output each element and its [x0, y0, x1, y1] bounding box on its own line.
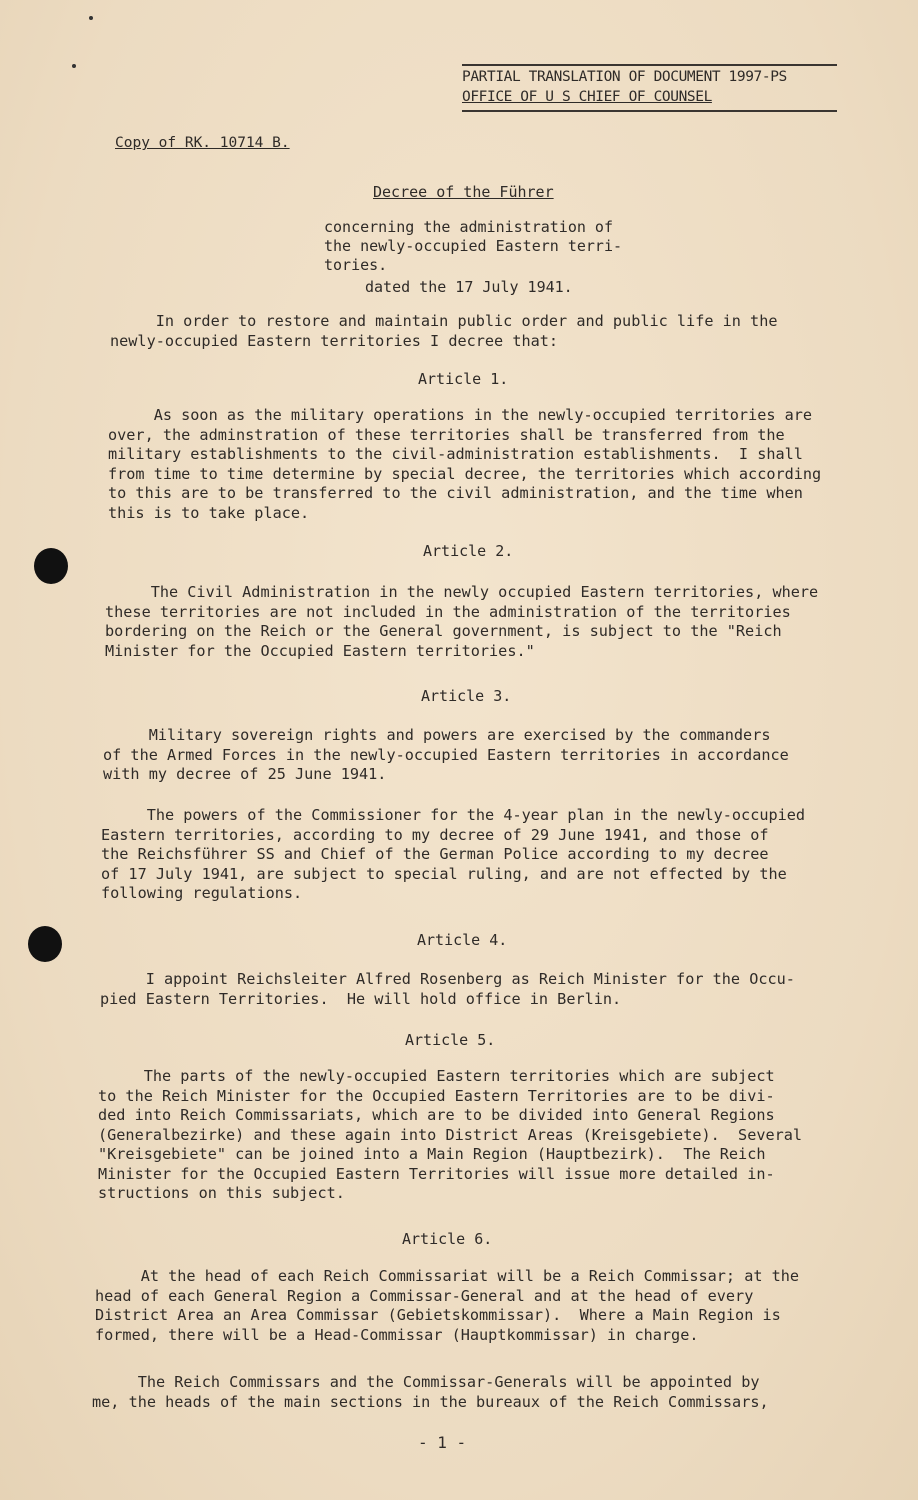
article-6-heading: Article 6.: [402, 1230, 493, 1248]
punch-hole: [28, 926, 62, 962]
article-6-paragraph-2: The Reich Commissars and the Commissar-Generals will be appointed by me, the heads of the main sections in the bureaux of the Reich Commissars,: [92, 1373, 769, 1411]
article-5-paragraph: The parts of the newly-occupied Eastern territories which are subject to the Reich Minister for the Occupied Eastern Territories are to be divi- ded into Reich Commissariats, which are to be divided into General Regions (Generalbezirke) and these again into District Areas (Kreisgebiete). Several "Kreisgebiete" can be joined into a Main Region (Hauptbezirk). The Reich Minister for the Occupied Eastern Territories will issue more detailed in- structions on this subject.: [98, 1067, 803, 1202]
ink-speck: [72, 64, 76, 68]
article-2-heading: Article 2.: [423, 542, 514, 560]
article-3-paragraph-2: The powers of the Commissioner for the 4-year plan in the newly-occupied Eastern territories, according to my decree of 29 June 1941, and those of the Reichsführer SS and Chief of the German Police according to my decree of 17 July 1941, are subject to special ruling, and are not effected by the following regulations.: [101, 806, 806, 902]
punch-hole: [34, 548, 68, 584]
ink-speck: [89, 16, 93, 20]
header-line-1: PARTIAL TRANSLATION OF DOCUMENT 1997-PS: [462, 64, 837, 87]
decree-date: dated the 17 July 1941.: [365, 278, 573, 296]
copy-reference: Copy of RK. 10714 B.: [115, 135, 290, 151]
article-1-heading: Article 1.: [418, 370, 509, 388]
decree-subtitle: concerning the administration of the newly-occupied Eastern terri- tories.: [324, 218, 623, 274]
article-2-paragraph: The Civil Administration in the newly occupied Eastern territories, where these territories are not included in the administration of the territories bordering on the Reich or the General government, is subject to the "Reich Minister for the Occupied Eastern territories.": [105, 583, 819, 660]
article-4-heading: Article 4.: [417, 931, 508, 949]
article-4-paragraph: I appoint Reichsleiter Alfred Rosenberg as Reich Minister for the Occu- pied Eastern Territories. He will hold office in Berlin.: [100, 970, 795, 1008]
article-6-paragraph-1: At the head of each Reich Commissariat will be a Reich Commissar; at the head of each General Region a Commissar-General and at the head of every District Area an Area Commissar (Gebietskommissar). Where a Main Region is formed, there will be a Head-Commissar (Hauptkommissar) in charge.: [95, 1267, 800, 1344]
page-number: - 1 -: [418, 1433, 467, 1452]
article-3-heading: Article 3.: [421, 687, 512, 705]
document-header: [462, 64, 837, 112]
header-line-2: OFFICE OF U S CHIEF OF COUNSEL: [462, 89, 712, 105]
article-3-paragraph-1: Military sovereign rights and powers are exercised by the commanders of the Armed Forces in the newly-occupied Eastern territories in accordance with my decree of 25 June 1941.: [103, 726, 789, 783]
header-rule: [462, 110, 837, 112]
article-5-heading: Article 5.: [405, 1031, 496, 1049]
intro-paragraph: In order to restore and maintain public order and public life in the newly-occupied Eastern territories I decree that:: [110, 312, 778, 350]
article-1-paragraph: As soon as the military operations in the newly-occupied territories are over, the adminstration of these territories shall be transferred from the military establishments to the civil-administration establishments. I shall from time to time determine by special decree, the territories which according to this are to be transferred to the civil administration, and the time when this is to take place.: [108, 406, 822, 522]
decree-title: Decree of the Führer: [373, 183, 554, 201]
